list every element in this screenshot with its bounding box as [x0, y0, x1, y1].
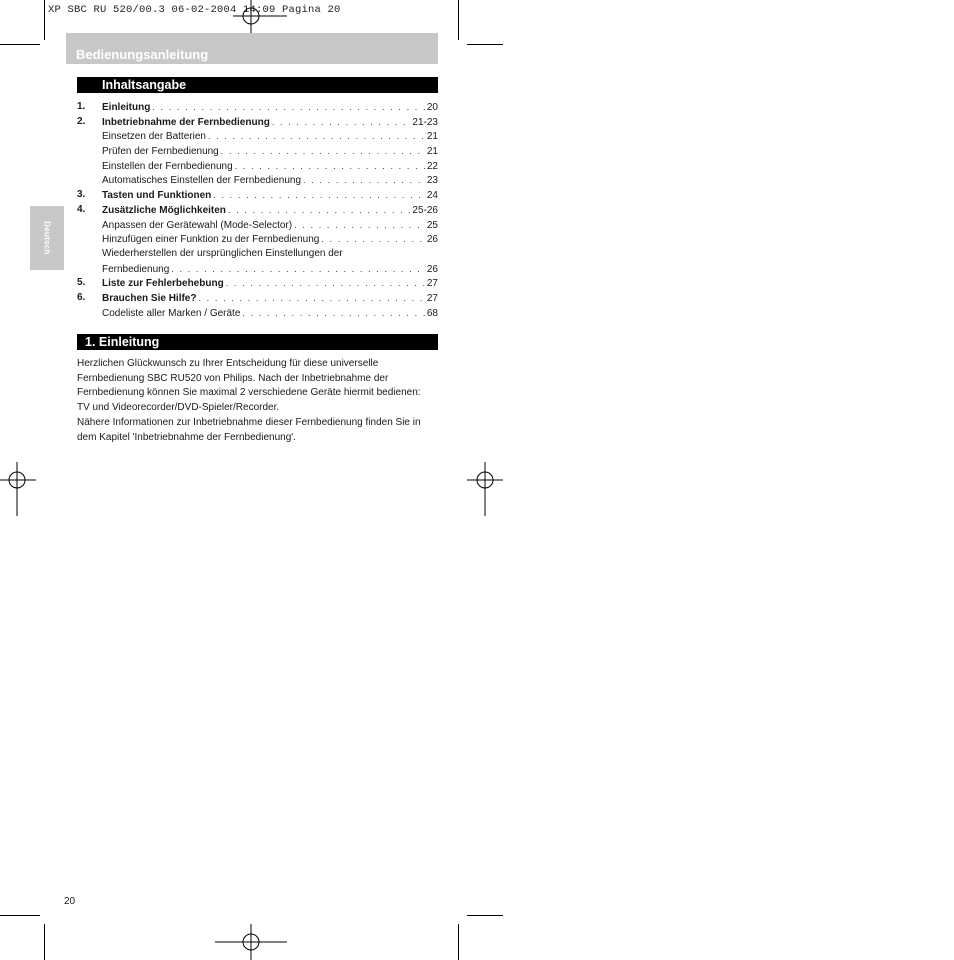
- toc-item: [77, 232, 438, 247]
- toc-leader-dots: [321, 232, 425, 247]
- toc-item-number: 2.: [77, 115, 86, 127]
- intro-line: dem Kapitel 'Inbetriebnahme der Fernbedienung'.: [77, 431, 296, 443]
- toc-item-title: Prüfen der Fernbedienung: [102, 146, 219, 158]
- toc-item-title: Brauchen Sie Hilfe?: [102, 292, 197, 304]
- toc-item-page: 25: [426, 219, 438, 231]
- intro-line: Fernbedienung können Sie maximal 2 verschiedene Geräte hiermit bedienen:: [77, 387, 421, 399]
- toc-item-page: 25-26: [412, 204, 438, 216]
- toc-leader-dots: [213, 188, 425, 203]
- toc-leader-dots: [272, 115, 411, 130]
- toc-item-title: Hinzufügen einer Funktion zu der Fernbedienung: [102, 234, 320, 246]
- toc-item-number: 4.: [77, 203, 86, 215]
- registration-mark-left: [0, 462, 36, 516]
- toc-leader-dots: [294, 218, 425, 233]
- toc-leader-dots: [152, 100, 425, 115]
- page-number: 20: [64, 896, 76, 907]
- toc-item: [77, 144, 438, 159]
- toc-leader-dots: [228, 203, 411, 218]
- toc-item-number: 5.: [77, 277, 86, 289]
- toc-item-title: Anpassen der Gerätewahl (Mode-Selector): [102, 219, 293, 231]
- language-tab: [30, 206, 64, 270]
- registration-mark-bottom: [215, 924, 287, 960]
- toc-item-number: 1.: [77, 101, 86, 112]
- toc-item-title: Codeliste aller Marken / Geräte: [102, 307, 241, 319]
- toc-item: [77, 115, 438, 130]
- print-slug: XP SBC RU 520/00.3 06-02-2004 14:09 Pagina 20: [48, 4, 341, 16]
- toc-item-title: Einstellen der Fernbedienung: [102, 160, 233, 172]
- table-of-contents: [77, 100, 438, 320]
- toc-item: [77, 100, 438, 115]
- intro-line: Herzlichen Glückwunsch zu Ihrer Entscheidung für diese universelle: [77, 358, 379, 369]
- intro-heading: 1. Einleitung: [77, 334, 438, 350]
- toc-leader-dots: [235, 159, 425, 174]
- registration-mark-right: [467, 462, 503, 516]
- toc-item: [77, 173, 438, 188]
- toc-item-page: 21: [426, 131, 438, 143]
- registration-mark-top: [233, 0, 287, 36]
- toc-item-page: 68: [426, 307, 438, 319]
- toc-leader-dots: [226, 276, 425, 291]
- toc-item-page: 23: [426, 175, 438, 187]
- toc-leader-dots: [242, 306, 424, 321]
- toc-item: [77, 276, 438, 291]
- section-title-bar: [66, 33, 438, 64]
- toc-item-title: Tasten und Funktionen: [102, 190, 212, 202]
- toc-item-title: Einsetzen der Batterien: [102, 131, 206, 143]
- toc-item: [77, 247, 438, 262]
- toc-leader-dots: [208, 129, 425, 144]
- section-title: Bedienungsanleitung: [76, 47, 209, 62]
- toc-item: [77, 203, 438, 218]
- toc-item: [77, 188, 438, 203]
- toc-leader-dots: [221, 144, 425, 159]
- toc-item-title: Einleitung: [102, 102, 151, 113]
- toc-item-page: 22: [426, 160, 438, 172]
- toc-item-title: Automatisches Einstellen der Fernbedienung: [102, 175, 302, 187]
- toc-item-page: 24: [426, 190, 438, 202]
- toc-item-page: 26: [426, 263, 438, 275]
- toc-leader-dots: [171, 262, 425, 277]
- toc-item-page: 26: [426, 234, 438, 246]
- toc-item: [77, 306, 438, 321]
- toc-item: [77, 291, 438, 306]
- toc-item: [77, 159, 438, 174]
- toc-item-title: Fernbedienung: [102, 263, 170, 275]
- intro-line: TV und Videorecorder/DVD-Spieler/Recorder.: [77, 402, 280, 414]
- toc-item-page: 20: [426, 102, 438, 113]
- intro-text: [77, 357, 439, 445]
- toc-item: [77, 262, 438, 277]
- toc-item: [77, 129, 438, 144]
- toc-item-number: 6.: [77, 291, 86, 303]
- toc-item-title: Liste zur Fehlerbehebung: [102, 278, 224, 290]
- toc-item-title: Inbetriebnahme der Fernbedienung: [102, 116, 270, 128]
- intro-line: Fernbedienung SBC RU520 von Philips. Nach der Inbetriebnahme der: [77, 372, 389, 384]
- toc-heading: Inhaltsangabe: [77, 77, 438, 93]
- toc-item-page: 27: [426, 292, 438, 304]
- toc-item-title: Wiederherstellen der ursprünglichen Einstellungen der: [102, 247, 343, 259]
- toc-leader-dots: [303, 173, 425, 188]
- toc-item-number: 3.: [77, 189, 86, 201]
- toc-item: [77, 218, 438, 233]
- intro-line: Nähere Informationen zur Inbetriebnahme dieser Fernbedienung finden Sie in: [77, 416, 421, 428]
- toc-item-page: 21: [426, 146, 438, 158]
- toc-item-title: Zusätzliche Möglichkeiten: [102, 204, 226, 216]
- language-tab-label: Deutsch: [42, 221, 52, 255]
- toc-leader-dots: [198, 291, 424, 306]
- toc-item-page: 21-23: [412, 116, 438, 128]
- toc-item-page: 27: [426, 278, 438, 290]
